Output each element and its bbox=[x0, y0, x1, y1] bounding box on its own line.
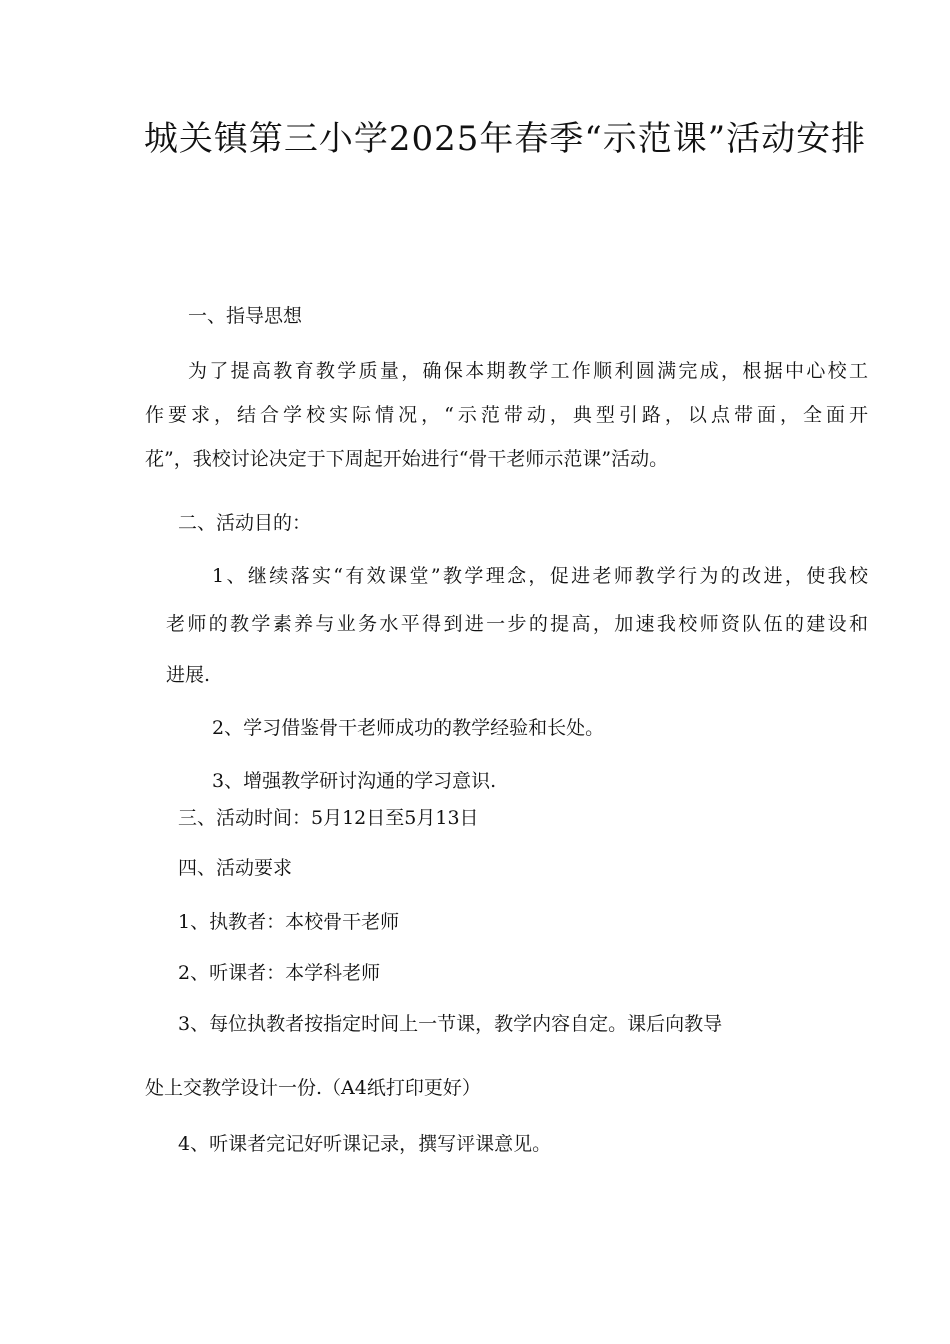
section2-heading: 二、活动目的： bbox=[178, 512, 312, 534]
section2-item3: 3、增强教学研讨沟通的学习意识. bbox=[212, 770, 497, 792]
section2-item1-line-1: 1、继续落实“有效课堂”教学理念，促进老师教学行为的改进，使我校 bbox=[212, 565, 868, 587]
section2-item1-line-3: 进展. bbox=[166, 664, 211, 686]
section4-heading: 四、活动要求 bbox=[178, 857, 293, 879]
section1-para-line-3: 花”，我校讨论决定于下周起开始进行“骨干老师示范课”活动。 bbox=[145, 448, 669, 470]
section4-item3-line-1: 3、每位执教者按指定时间上一节课，教学内容自定。课后向教导 bbox=[178, 1013, 723, 1035]
section1-para-line-1: 为了提高教育教学质量，确保本期教学工作顺利圆满完成，根据中心校工 bbox=[188, 360, 868, 382]
section4-item3-line-2: 处上交教学设计一份.（A4纸打印更好） bbox=[145, 1077, 481, 1099]
section2-item1-line-2: 老师的教学素养与业务水平得到进一步的提高，加速我校师资队伍的建设和 bbox=[166, 613, 868, 635]
section3-heading: 三、活动时间：5月12日至5月13日 bbox=[178, 807, 479, 829]
section1-para-line-2: 作要求，结合学校实际情况，“示范带动，典型引路，以点带面，全面开 bbox=[145, 404, 868, 426]
section4-item1: 1、执教者：本校骨干老师 bbox=[178, 911, 400, 933]
section4-item4: 4、听课者完记好听课记录，撰写评课意见。 bbox=[178, 1133, 552, 1155]
document-title: 城关镇第三小学2025年春季“示范课”活动安排 bbox=[143, 119, 867, 159]
section4-item2: 2、听课者：本学科老师 bbox=[178, 962, 381, 984]
section2-item2: 2、学习借鉴骨干老师成功的教学经验和长处。 bbox=[212, 717, 605, 739]
section1-heading: 一、指导思想 bbox=[188, 305, 303, 327]
